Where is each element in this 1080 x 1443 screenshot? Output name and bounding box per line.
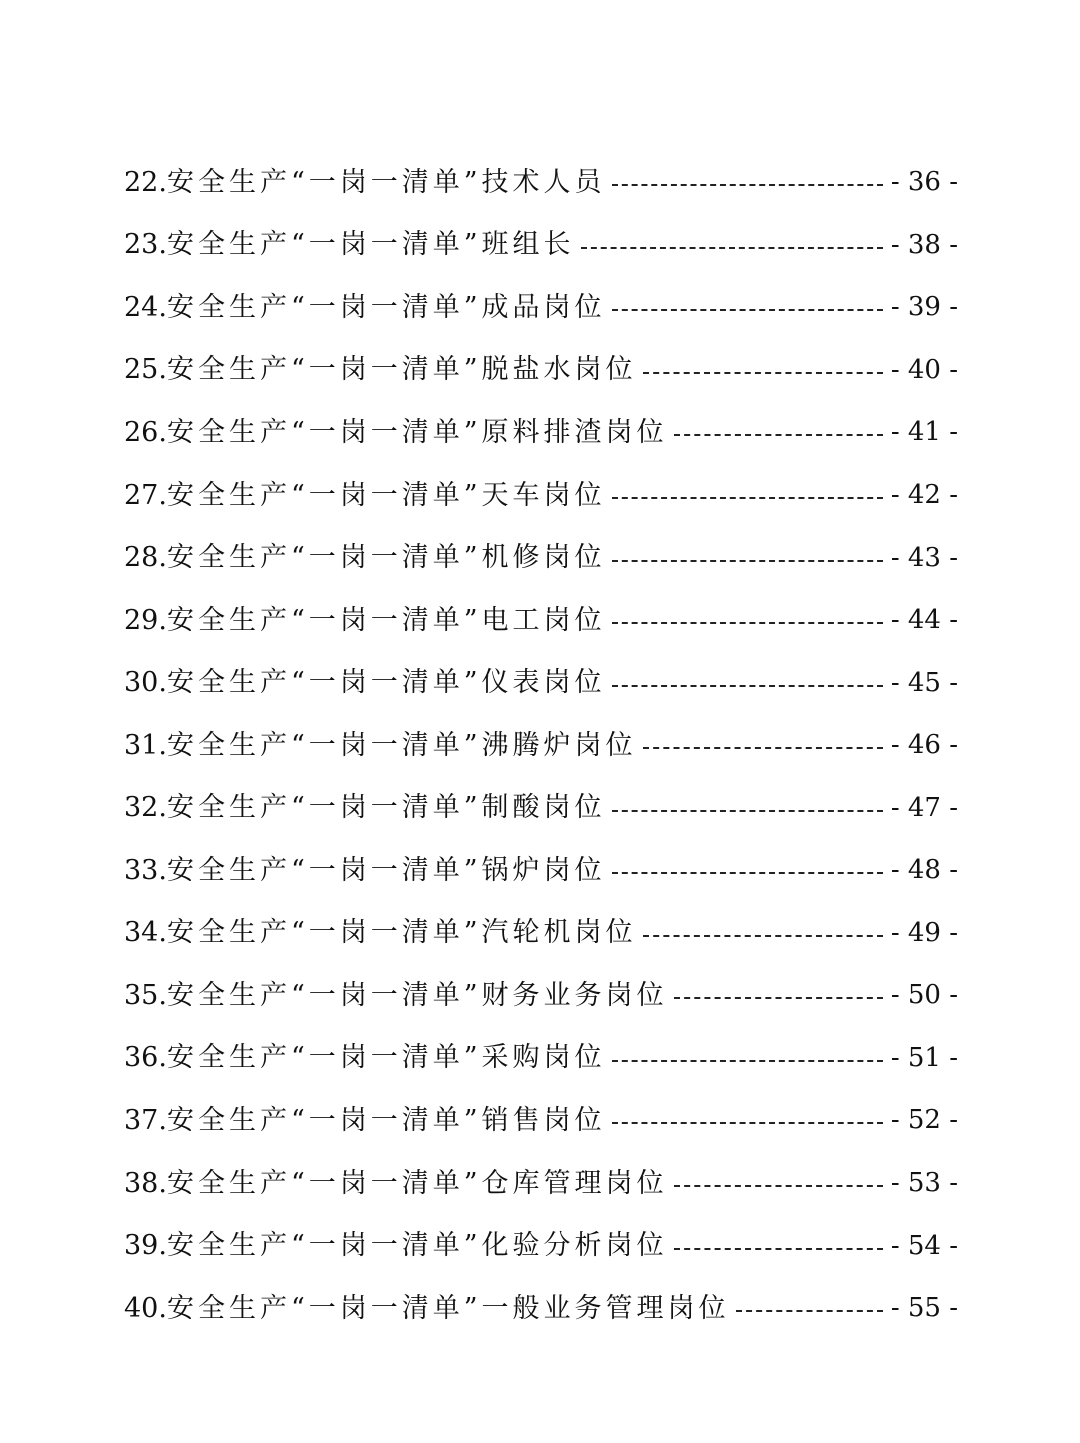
toc-entry[interactable] (124, 401, 958, 464)
toc-entry[interactable] (124, 589, 958, 652)
toc-leader-dashes (612, 497, 883, 499)
toc-entry-title: 安全生产“一岗一清单”原料排渣岗位 (166, 416, 668, 448)
toc-entry-number: 24. (124, 291, 167, 323)
toc-entry[interactable] (124, 1214, 958, 1277)
toc-entry[interactable] (124, 1152, 958, 1215)
toc-entry-number: 31. (124, 729, 167, 761)
toc-leader-dashes (674, 1185, 883, 1187)
toc-entry-number: 30. (124, 667, 167, 699)
toc-leader-dashes (612, 560, 883, 562)
toc-leader-dashes (643, 372, 883, 374)
toc-entry-title: 安全生产“一岗一清单”销售岗位 (166, 1104, 606, 1136)
toc-entry[interactable] (124, 339, 958, 402)
toc-entry-page: - 53 - (890, 1168, 958, 1199)
toc-entry-page: - 50 - (890, 980, 958, 1011)
toc-entry-number: 29. (124, 604, 167, 636)
toc-leader-dashes (612, 1122, 883, 1124)
toc-entry-title: 安全生产“一岗一清单”一般业务管理岗位 (166, 1292, 730, 1324)
toc-entry[interactable] (124, 839, 958, 902)
toc-entry[interactable] (124, 214, 958, 277)
toc-entry[interactable] (124, 1277, 958, 1340)
toc-entry[interactable] (124, 1027, 958, 1090)
toc-entry[interactable] (124, 151, 958, 214)
toc-entry-number: 32. (124, 792, 167, 824)
toc-entry-page: - 40 - (890, 354, 958, 385)
toc-entry-page: - 47 - (890, 792, 958, 823)
toc-leader-dashes (612, 622, 883, 624)
toc-entry-number: 22. (124, 166, 167, 198)
toc-entry-number: 35. (124, 979, 167, 1011)
toc-leader-dashes (581, 247, 883, 249)
toc-leader-dashes (612, 810, 883, 812)
toc-entry-page: - 48 - (890, 855, 958, 886)
toc-leader-dashes (674, 434, 883, 436)
toc-entry-number: 23. (124, 229, 167, 261)
toc-entry-page: - 43 - (890, 542, 958, 573)
toc-entry[interactable] (124, 776, 958, 839)
toc-entry-number: 33. (124, 854, 167, 886)
toc-leader-dashes (674, 997, 883, 999)
toc-entry[interactable] (124, 651, 958, 714)
toc-entry-title: 安全生产“一岗一清单”成品岗位 (166, 291, 606, 323)
toc-entry[interactable] (124, 526, 958, 589)
toc-leader-dashes (643, 935, 883, 937)
toc-entry-page: - 42 - (890, 480, 958, 510)
toc-entry-number: 34. (124, 917, 167, 949)
toc-entry-page: - 38 - (890, 229, 958, 260)
toc-entry-title: 安全生产“一岗一清单”财务业务岗位 (166, 979, 668, 1011)
toc-leader-dashes (612, 685, 883, 687)
toc-entry[interactable] (124, 464, 958, 527)
toc-entry-number: 26. (124, 416, 167, 448)
toc-entry-title: 安全生产“一岗一清单”仓库管理岗位 (166, 1167, 668, 1199)
toc-entry-title: 安全生产“一岗一清单”锅炉岗位 (166, 854, 606, 886)
toc-entry-title: 安全生产“一岗一清单”化验分析岗位 (166, 1230, 668, 1262)
toc-entry-page: - 49 - (890, 917, 958, 948)
toc-entry-page: - 54 - (890, 1230, 958, 1261)
toc-entry-page: - 41 - (890, 417, 958, 448)
toc-entry-title: 安全生产“一岗一清单”制酸岗位 (166, 792, 606, 824)
toc-leader-dashes (612, 872, 883, 874)
toc-entry-title: 安全生产“一岗一清单”天车岗位 (166, 479, 606, 511)
toc-entry-page: - 51 - (890, 1042, 958, 1073)
toc-entry-title: 安全生产“一岗一清单”沸腾炉岗位 (166, 729, 637, 761)
toc-entry-number: 25. (124, 354, 167, 386)
toc-entry-number: 27. (124, 479, 167, 511)
toc-entry-number: 36. (124, 1042, 167, 1074)
toc-entry[interactable] (124, 902, 958, 965)
toc-entry-number: 40. (124, 1292, 167, 1324)
toc-entry-page: - 44 - (890, 605, 958, 636)
toc-leader-dashes (612, 1060, 883, 1062)
toc-entry-page: - 52 - (890, 1105, 958, 1136)
toc-entry-page: - 55 - (890, 1293, 958, 1324)
toc-entry[interactable] (124, 964, 958, 1027)
toc-entry-title: 安全生产“一岗一清单”班组长 (166, 229, 575, 261)
toc-entry-number: 39. (124, 1230, 167, 1262)
toc-entry-number: 38. (124, 1167, 167, 1199)
table-of-contents (124, 151, 958, 1339)
toc-leader-dashes (736, 1310, 883, 1312)
toc-entry-page: - 46 - (890, 730, 958, 761)
toc-entry-title: 安全生产“一岗一清单”采购岗位 (166, 1042, 606, 1074)
toc-entry-title: 安全生产“一岗一清单”技术人员 (166, 166, 606, 198)
toc-entry[interactable] (124, 714, 958, 777)
toc-entry-title: 安全生产“一岗一清单”机修岗位 (166, 542, 606, 574)
toc-entry-page: - 45 - (890, 667, 958, 698)
toc-entry-number: 28. (124, 542, 167, 574)
toc-entry-number: 37. (124, 1104, 167, 1136)
toc-entry-page: - 36 - (890, 167, 958, 198)
toc-leader-dashes (612, 184, 883, 186)
toc-entry-title: 安全生产“一岗一清单”电工岗位 (166, 604, 606, 636)
toc-leader-dashes (612, 309, 883, 311)
toc-leader-dashes (643, 747, 883, 749)
toc-entry-title: 安全生产“一岗一清单”汽轮机岗位 (166, 917, 637, 949)
toc-entry-title: 安全生产“一岗一清单”脱盐水岗位 (166, 354, 637, 386)
toc-entry-page: - 39 - (890, 292, 958, 323)
toc-entry[interactable] (124, 276, 958, 339)
toc-entry-title: 安全生产“一岗一清单”仪表岗位 (166, 667, 606, 699)
toc-entry[interactable] (124, 1089, 958, 1152)
toc-leader-dashes (674, 1248, 883, 1250)
